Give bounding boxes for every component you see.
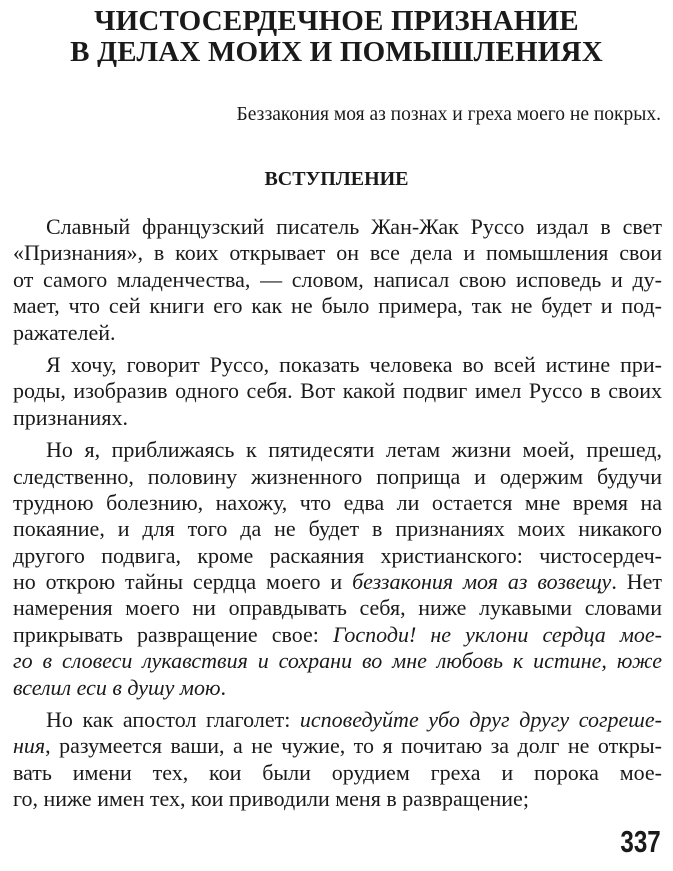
text-line (13, 490, 662, 516)
text-line (13, 675, 662, 701)
text-span: но открою тайны сердца моего и (13, 569, 353, 595)
section-heading: ВСТУПЛЕНИЕ (264, 168, 409, 190)
page-title (0, 6, 673, 68)
text-line (13, 595, 662, 621)
text-span: , разумеется ваши, а не чужие, то я почитаю за долг не откры- (45, 733, 662, 759)
text-line (13, 437, 662, 463)
text-line (13, 405, 662, 431)
paragraph (13, 352, 662, 431)
body-text (13, 214, 662, 819)
paragraph (13, 214, 662, 346)
text-line (13, 648, 662, 674)
text-line (13, 464, 662, 490)
text-line (13, 707, 662, 733)
text-span: от самого младенчества, — словом, написал свою исповедь и ду- (13, 266, 662, 292)
text-line (13, 786, 662, 812)
text-span: го, ниже имен тех, кои приводили меня в развращение; (13, 786, 529, 812)
italic-text: го в словеси лукавствия и сохрани во мне любовь к истине, юже (13, 648, 662, 674)
text-span: . Нет (611, 569, 662, 595)
text-span: трудною болезнию, нахожу, что едва ли остается мне время на (13, 489, 662, 515)
text-line (13, 378, 662, 404)
text-span: намерения моего ни оправдывать себя, ниже лукавыми словами (13, 595, 662, 621)
text-span: признаниях. (13, 404, 128, 430)
page-number: 337 (620, 824, 661, 859)
text-line (13, 516, 662, 542)
italic-text: Господи! не уклони сердца мое- (332, 621, 663, 647)
text-line (13, 267, 662, 293)
text-line (13, 622, 662, 648)
text-span: другого подвига, кроме раскаяния христианского: чистосердеч- (13, 542, 662, 568)
text-span: . (220, 674, 226, 700)
text-span: Но как апостол глаголет: (46, 707, 300, 733)
title-line-2: В ДЕЛАХ МОИХ И ПОМЫШЛЕНИЯХ (70, 36, 603, 68)
text-line (13, 240, 662, 266)
text-line (13, 543, 662, 569)
paragraph (13, 437, 662, 701)
italic-text: исповедуйте убо друг другу согреше- (299, 707, 662, 733)
text-span: «Признания», в коих открывает он все дела и помышления свои (13, 240, 662, 266)
text-span: следственно, половину жизненного поприща и одержим будучи (13, 463, 662, 489)
text-line (13, 320, 662, 346)
text-span: мает, что сей книги его как не было примера, так не будет и под- (13, 293, 662, 319)
text-line (13, 733, 662, 759)
italic-text: беззакония моя аз возвещу (352, 569, 612, 595)
text-line (13, 760, 662, 786)
text-line (13, 293, 662, 319)
text-line (13, 569, 662, 595)
text-line (13, 352, 662, 378)
text-span: Но я, приближаясь к пятидесяти летам жизни моей, прешед, (46, 437, 662, 463)
text-span: роды, изобразив одного себя. Вот какой подвиг имел Руссо в своих (13, 378, 662, 404)
italic-text: ния (13, 733, 46, 759)
italic-text: вселил еси в душу мою (13, 674, 221, 700)
title-line-1: ЧИСТОСЕРДЕЧНОЕ ПРИЗНАНИЕ (94, 5, 579, 37)
text-span: Славный французский писатель Жан-Жак Руссо издал в свет (46, 214, 662, 239)
text-line (13, 214, 662, 240)
text-span: покаяние, и для того да не будет в признаниях моих никакого (13, 516, 662, 542)
text-span: ражателей. (13, 319, 116, 345)
paragraph (13, 707, 662, 813)
text-span: Я хочу, говорит Руссо, показать человека во всей истине при- (46, 351, 662, 377)
epigraph: Беззакония моя аз познах и греха моего не покрых. (236, 104, 661, 125)
text-span: прикрывать развращение свое: (13, 621, 333, 647)
text-span: вать имени тех, кои были орудием греха и порока мое- (13, 759, 662, 785)
